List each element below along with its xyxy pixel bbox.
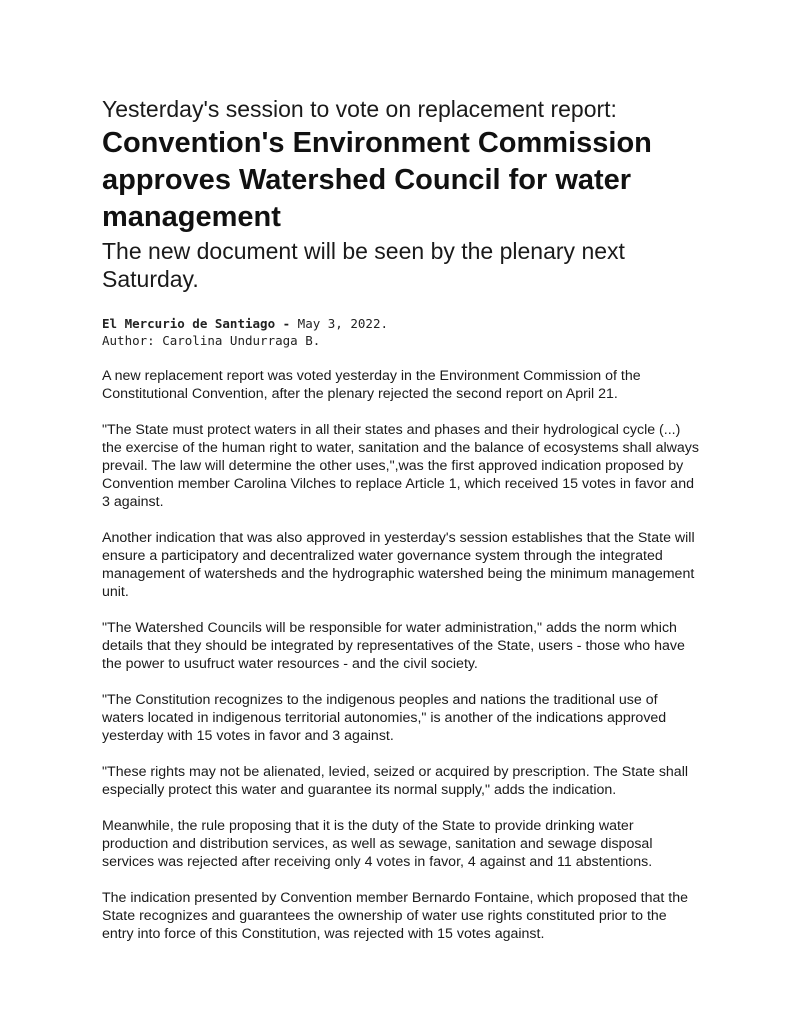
source-line xyxy=(102,315,702,332)
article-paragraph: Another indication that was also approved in yesterday's session establishes that the State will ensure a participatory and decentralized water governance system through the integrated management of watersheds and the hydrographic watershed being the minimum management unit. xyxy=(102,530,695,600)
article-date: May 3, 2022. xyxy=(290,316,388,331)
article-source: El Mercurio de Santiago - xyxy=(102,316,291,331)
article-paragraph: Meanwhile, the rule proposing that it is the duty of the State to provide drinking water production and distribution services, as well as sewage, sanitation and sewage disposal services was rejected after receiving only 4 votes in favor, 4 against and 11 abstentions. xyxy=(102,818,653,870)
article xyxy=(102,96,702,961)
article-paragraph: "The Watershed Councils will be responsible for water administration," adds the norm which details that they should be integrated by representatives of the State, users - those who have the power to usufruct water resources - and the civil society. xyxy=(102,620,685,672)
article-paragraph: "These rights may not be alienated, levied, seized or acquired by prescription. The State shall especially protect this water and guarantee its normal supply," adds the indication. xyxy=(102,764,688,798)
article-paragraph: "The Constitution recognizes to the indigenous peoples and nations the traditional use of waters located in indigenous territorial autonomies," is another of the indications approved yesterday with 15 votes in favor and 3 against. xyxy=(102,692,667,744)
article-headline: Convention's Environment Commission approves Watershed Council for water management xyxy=(102,127,652,233)
article-author: Author: Carolina Undurraga B. xyxy=(102,333,321,348)
article-paragraph: "The State must protect waters in all their states and phases and their hydrological cycle (...) the exercise of the human right to water, sanitation and the balance of ecosystems shall always prevail. The law will determine the other uses,",was the first approved indication proposed by Convention member Carolina Vilches to replace Article 1, which received 15 votes in favor and 3 against. xyxy=(102,422,699,510)
article-subheadline: The new document will be seen by the plenary next Saturday. xyxy=(102,238,625,292)
article-meta xyxy=(102,315,702,349)
article-paragraph: The indication presented by Convention member Bernardo Fontaine, which proposed that the State recognizes and guarantees the ownership of water use rights constituted prior to the entry into force of this Constitution, was rejected with 15 votes against. xyxy=(102,890,688,942)
article-kicker: Yesterday's session to vote on replacement report: xyxy=(102,96,617,122)
article-body xyxy=(102,367,702,943)
article-paragraph: A new replacement report was voted yesterday in the Environment Commission of the Constitutional Convention, after the plenary rejected the second report on April 21. xyxy=(102,368,641,402)
